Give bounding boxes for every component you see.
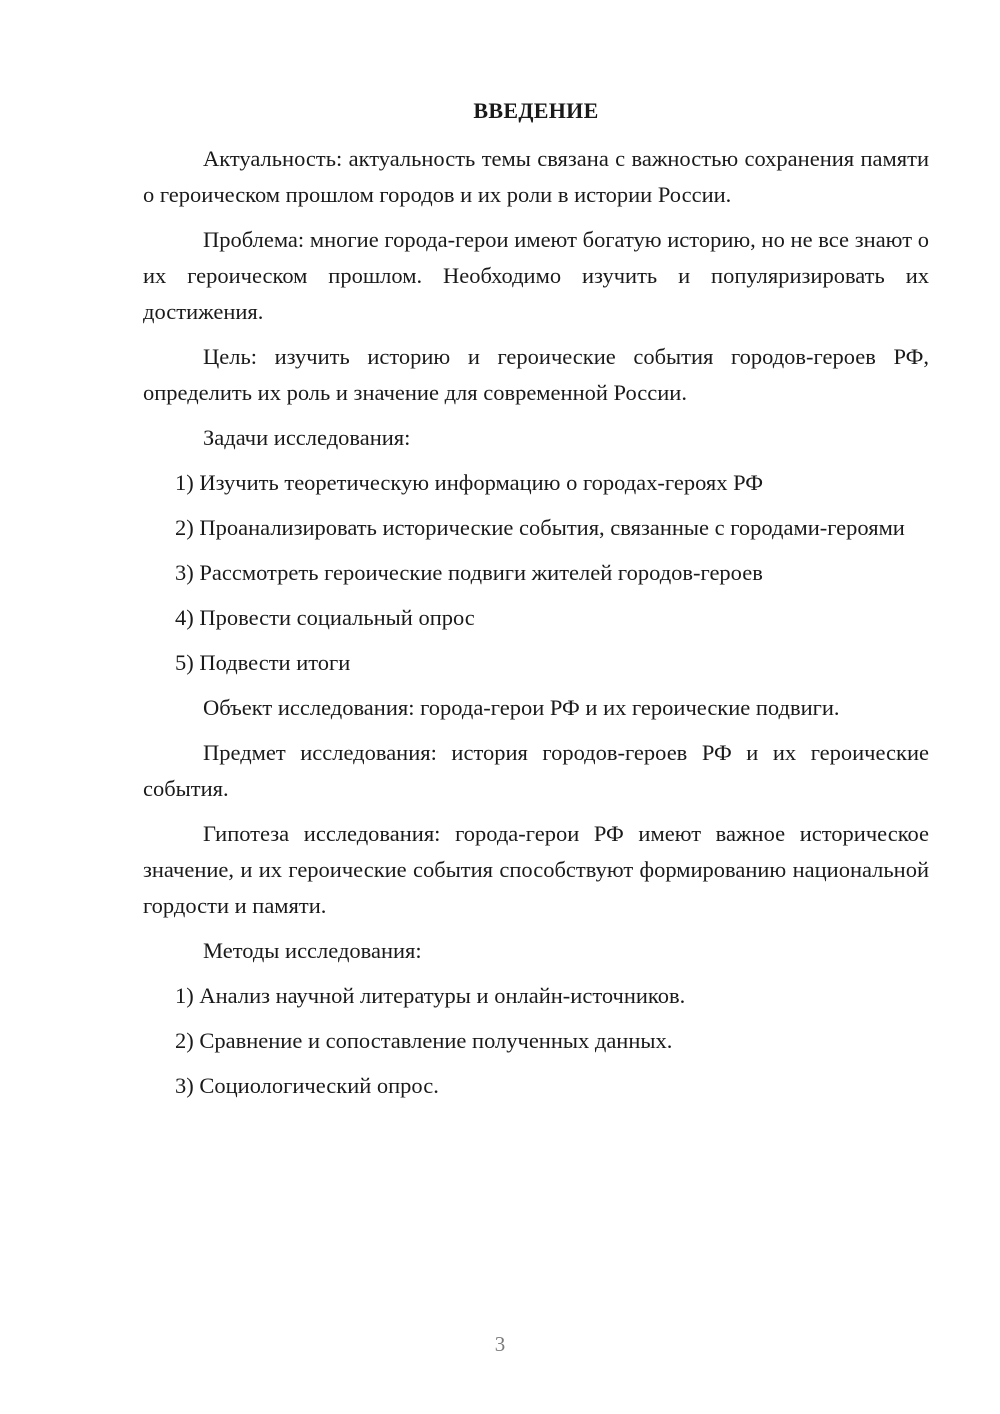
paragraph-problem: Проблема: многие города-герои имеют богатую историю, но не все знают о их героическом прошлом. Необходимо изучить и популяризировать их достижения. xyxy=(143,227,929,324)
paragraph-methods-heading: Методы исследования: xyxy=(203,938,422,963)
paragraph-relevance: Актуальность: актуальность темы связана с важностью сохранения памяти о героическом прошлом городов и их роли в истории России. xyxy=(143,146,929,207)
task-item: 2) Проанализировать исторические события, связанные с городами-героями xyxy=(175,515,905,540)
page-number: 3 xyxy=(494,1332,506,1356)
method-item: 3) Социологический опрос. xyxy=(175,1073,439,1098)
paragraph-hypothesis: Гипотеза исследования: города-герои РФ имеют важное историческое значение, и их героические события способствуют формированию национальной гордости и памяти. xyxy=(143,821,929,918)
task-item: 4) Провести социальный опрос xyxy=(175,605,475,630)
method-item: 1) Анализ научной литературы и онлайн-источников. xyxy=(175,983,686,1008)
paragraph-goal: Цель: изучить историю и героические события городов-героев РФ, определить их роль и значение для современной России. xyxy=(143,344,929,405)
document-page xyxy=(143,96,929,1113)
task-item: 1) Изучить теоретическую информацию о городах-героях РФ xyxy=(175,470,764,495)
paragraph-subject: Предмет исследования: история городов-героев РФ и их героические события. xyxy=(143,740,929,801)
paragraph-tasks-heading: Задачи исследования: xyxy=(203,425,411,450)
document-title: ВВЕДЕНИЕ xyxy=(473,98,599,123)
task-item: 5) Подвести итоги xyxy=(175,650,351,675)
task-item: 3) Рассмотреть героические подвиги жителей городов-героев xyxy=(175,560,763,585)
paragraph-object: Объект исследования: города-герои РФ и их героические подвиги. xyxy=(203,695,840,720)
method-item: 2) Сравнение и сопоставление полученных данных. xyxy=(175,1028,673,1053)
